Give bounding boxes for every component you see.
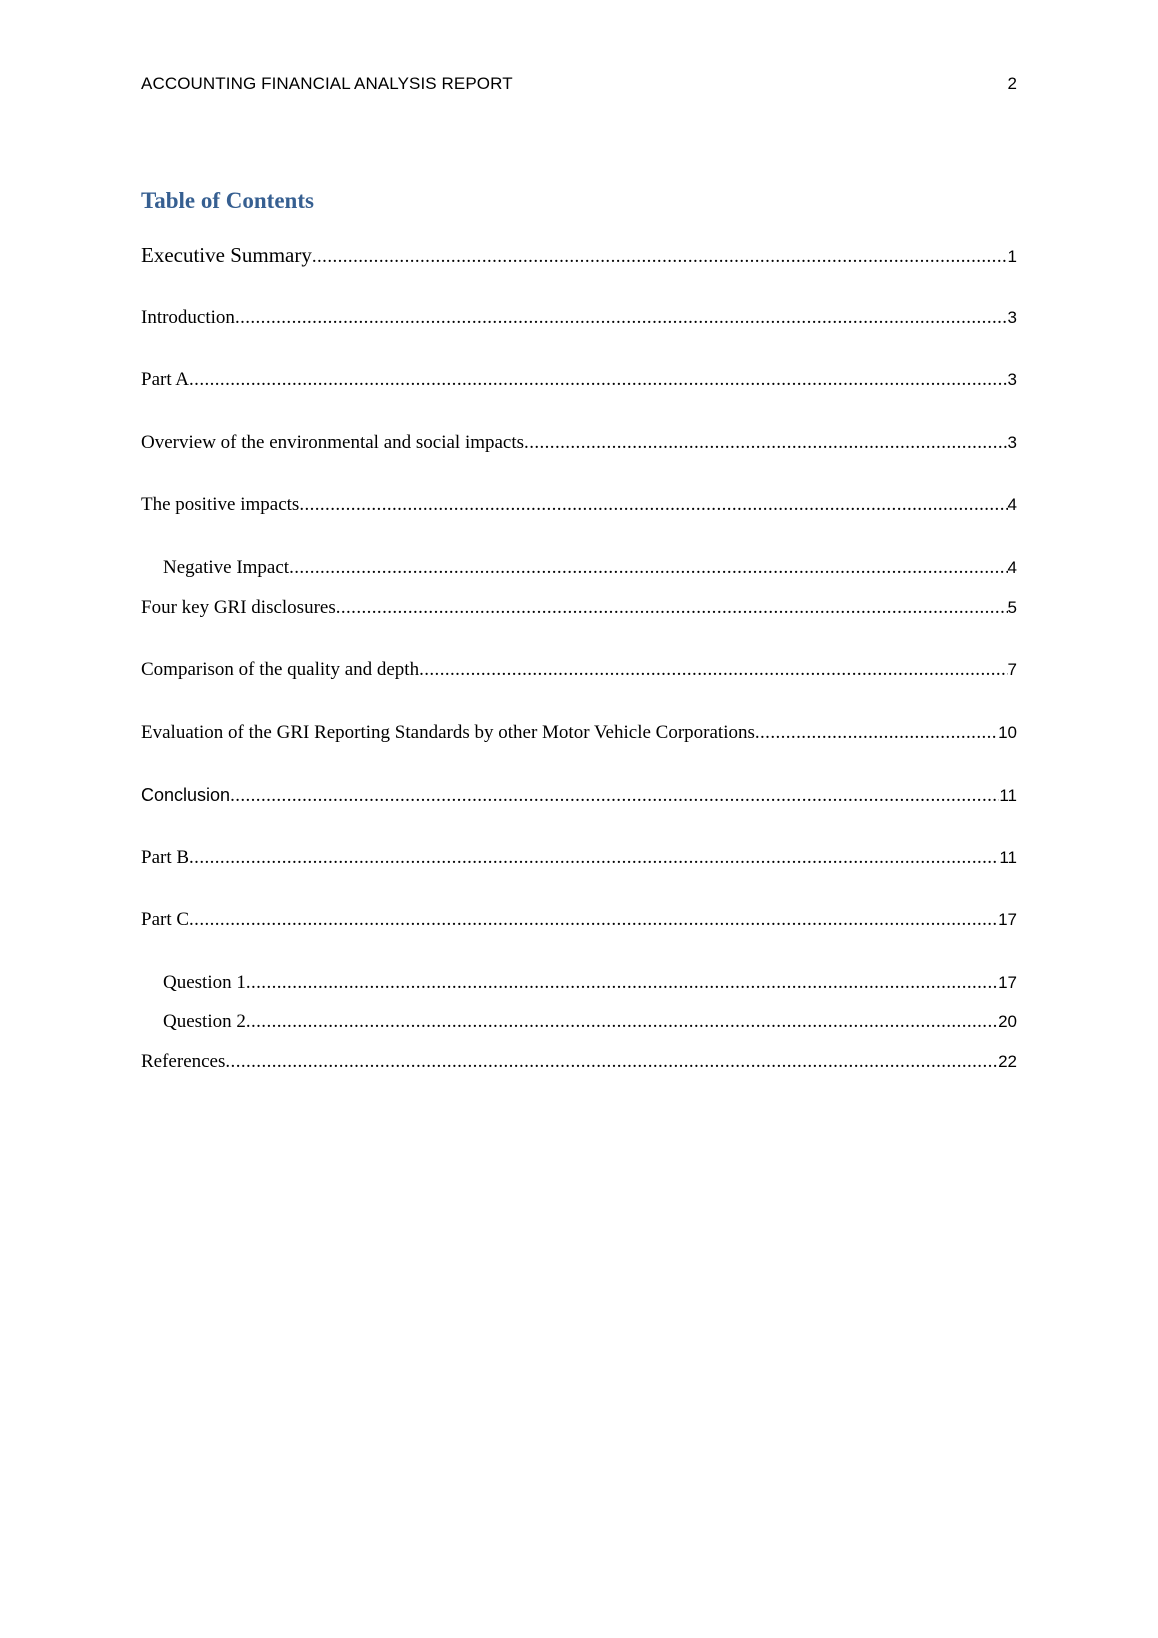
header-page-number: 2 xyxy=(1007,74,1017,93)
toc-dot-leader xyxy=(189,907,998,933)
toc-entry-label[interactable]: Evaluation of the GRI Reporting Standards by other Motor Vehicle Corporations xyxy=(141,722,755,743)
toc-entry-question-1[interactable] xyxy=(163,970,1017,996)
toc-entry-page: 1 xyxy=(1007,247,1017,266)
toc-entry-positive-impacts[interactable] xyxy=(141,492,1017,518)
toc-entry-references[interactable] xyxy=(141,1049,1017,1075)
toc-dot-leader xyxy=(225,1049,998,1075)
toc-entry-label[interactable]: Executive Summary xyxy=(141,243,312,267)
toc-entry-page: 17 xyxy=(998,973,1017,992)
toc-entry-page: 10 xyxy=(998,723,1017,742)
toc-entry-evaluation[interactable] xyxy=(141,720,1017,746)
toc-entry-page: 22 xyxy=(998,1052,1017,1071)
toc-dot-leader xyxy=(246,970,998,996)
toc-entry-page: 11 xyxy=(999,848,1017,867)
toc-dot-leader xyxy=(189,845,999,871)
toc-dot-leader xyxy=(755,720,998,746)
toc-dot-leader xyxy=(524,430,1007,456)
toc-entry-part-b[interactable] xyxy=(141,845,1017,871)
page-header xyxy=(141,72,1017,96)
toc-entry-part-a[interactable] xyxy=(141,367,1017,393)
toc-entry-label[interactable]: Part C xyxy=(141,909,190,930)
toc-entry-label[interactable]: Comparison of the quality and depth xyxy=(141,659,420,680)
toc-entry-label[interactable]: Introduction xyxy=(141,307,235,328)
toc-entry-label[interactable]: Question 1 xyxy=(163,972,246,993)
toc-entry-label[interactable]: Part B xyxy=(141,847,190,868)
toc-title: Table of Contents xyxy=(141,188,314,213)
toc-entry-label[interactable]: Four key GRI disclosures xyxy=(141,597,336,618)
toc-entry-overview[interactable] xyxy=(141,430,1017,456)
toc-entry-page: 3 xyxy=(1007,370,1017,389)
toc-entry-comparison[interactable] xyxy=(141,657,1017,683)
toc-entry-negative-impact[interactable] xyxy=(163,555,1017,581)
toc-dot-leader xyxy=(289,555,1007,581)
toc-entry-label[interactable]: References xyxy=(141,1051,226,1072)
toc-dot-leader xyxy=(235,305,1008,331)
toc-entry-label[interactable]: Question 2 xyxy=(163,1011,246,1032)
toc-dot-leader xyxy=(230,783,999,809)
toc-entry-page: 11 xyxy=(999,786,1017,805)
toc-dot-leader xyxy=(189,367,1008,393)
toc-entry-label[interactable]: Negative Impact xyxy=(163,557,290,578)
toc-entry-page: 20 xyxy=(998,1012,1017,1031)
toc-entry-page: 4 xyxy=(1007,558,1017,577)
toc-entry-introduction[interactable] xyxy=(141,305,1017,331)
toc-dot-leader xyxy=(312,244,1008,270)
toc-entry-label[interactable]: Conclusion xyxy=(141,785,231,805)
toc-entry-page: 17 xyxy=(998,910,1017,929)
toc-entry-conclusion[interactable] xyxy=(141,782,1017,809)
toc-entry-label[interactable]: The positive impacts xyxy=(141,494,300,515)
toc-entry-question-2[interactable] xyxy=(163,1009,1017,1035)
toc-dot-leader xyxy=(246,1009,998,1035)
header-title: ACCOUNTING FINANCIAL ANALYSIS REPORT xyxy=(141,74,513,93)
toc-entry-page: 3 xyxy=(1007,433,1017,452)
toc-dot-leader xyxy=(419,657,1007,683)
toc-entry-executive-summary[interactable] xyxy=(141,242,1017,270)
toc-entry-page: 5 xyxy=(1007,598,1017,617)
toc-entry-page: 3 xyxy=(1007,308,1017,327)
toc-dot-leader xyxy=(336,595,1008,621)
toc-entry-label[interactable]: Part A xyxy=(141,369,190,390)
toc-dot-leader xyxy=(299,492,1007,518)
toc-entry-gri-disclosures[interactable] xyxy=(141,595,1017,621)
toc-entry-page: 4 xyxy=(1007,495,1017,514)
toc-entry-page: 7 xyxy=(1007,660,1017,679)
toc-entry-part-c[interactable] xyxy=(141,907,1017,933)
toc-entry-label[interactable]: Overview of the environmental and social impacts xyxy=(141,432,525,453)
